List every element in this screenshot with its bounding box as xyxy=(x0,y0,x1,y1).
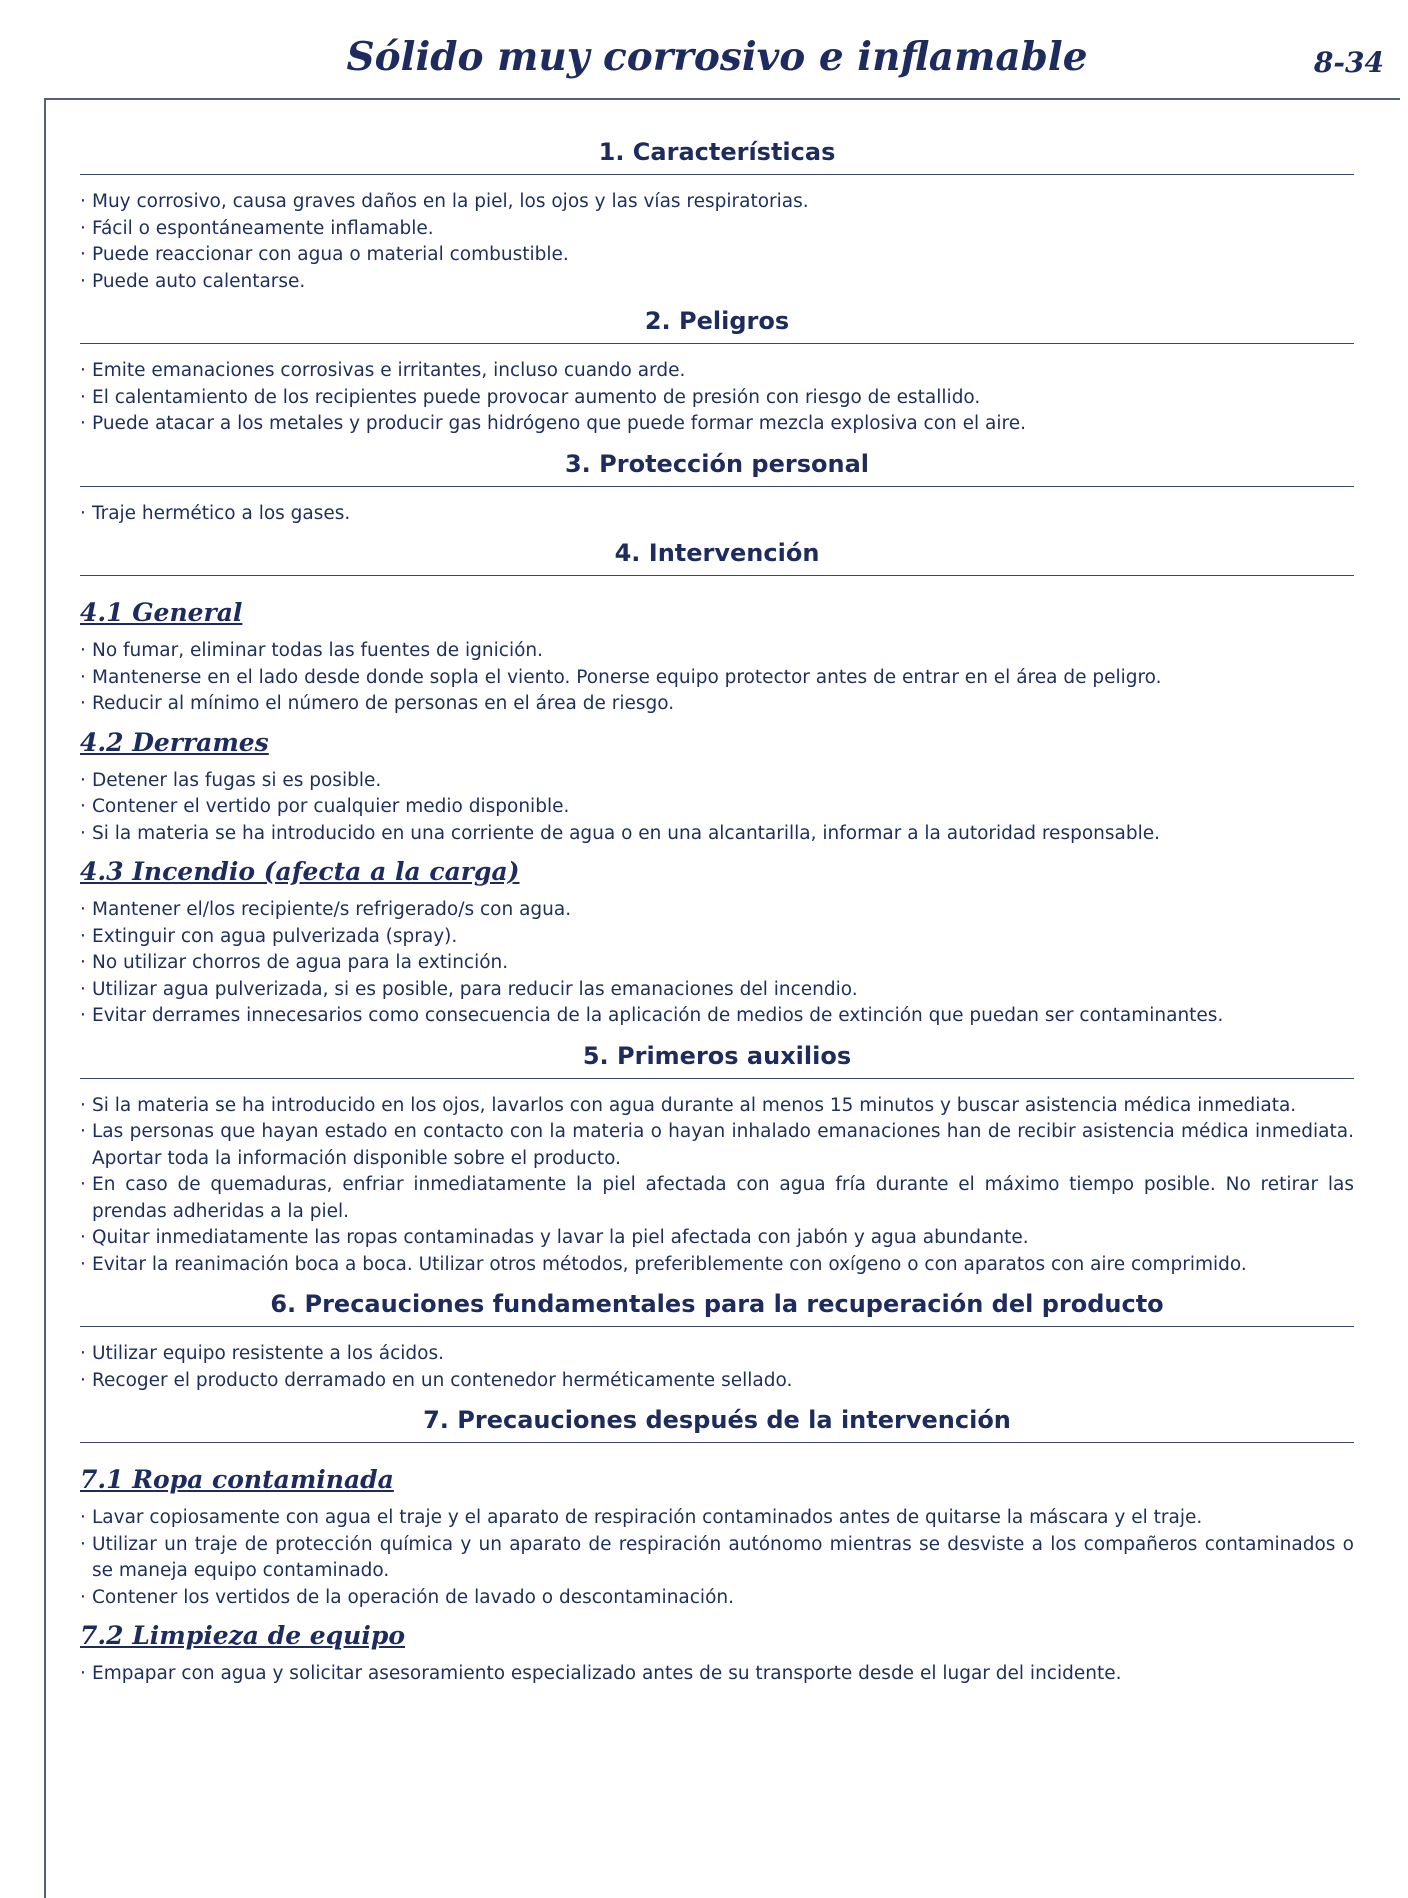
section-intervention xyxy=(80,539,1354,1030)
subsection-general xyxy=(80,598,1354,718)
subsection-equipment-cleaning xyxy=(80,1621,1354,1688)
document-body xyxy=(80,130,1354,1688)
section-heading: 4. Intervención xyxy=(80,539,1354,576)
page-title: Sólido muy corrosivo e inflamable xyxy=(346,34,1088,80)
bullet-list xyxy=(80,1341,1354,1394)
list-item: · Mantener el/los recipiente/s refrigerado/s con agua. xyxy=(80,897,1354,924)
page-number: 8-34 xyxy=(1313,46,1384,79)
bullet-list xyxy=(80,1661,1354,1688)
list-item: · Las personas que hayan estado en contacto con la materia o hayan inhalado emanaciones han de recibir asistencia médica inmediata. Aportar toda la información disponible sobre el producto. xyxy=(80,1119,1354,1172)
section-characteristics xyxy=(80,138,1354,295)
list-item: · Lavar copiosamente con agua el traje y el aparato de respiración contaminados antes de quitarse la máscara y el traje. xyxy=(80,1505,1354,1532)
list-item: · Contener el vertido por cualquier medio disponible. xyxy=(80,794,1354,821)
section-product-recovery xyxy=(80,1290,1354,1394)
bullet-list xyxy=(80,1093,1354,1279)
section-personal-protection xyxy=(80,450,1354,528)
subsection-heading: 7.1 Ropa contaminada xyxy=(80,1465,394,1494)
bullet-list xyxy=(80,897,1354,1030)
list-item: · Si la materia se ha introducido en una corriente de agua o en una alcantarilla, informar a la autoridad responsable. xyxy=(80,821,1354,848)
list-item: · En caso de quemaduras, enfriar inmediatamente la piel afectada con agua fría durante el máximo tiempo posible. No retirar las prendas adheridas a la piel. xyxy=(80,1172,1354,1225)
list-item: · Contener los vertidos de la operación de lavado o descontaminación. xyxy=(80,1585,1354,1612)
list-item: · Puede auto calentarse. xyxy=(80,269,1354,296)
list-item: · Muy corrosivo, causa graves daños en la piel, los ojos y las vías respiratorias. xyxy=(80,189,1354,216)
section-heading: 6. Precauciones fundamentales para la recuperación del producto xyxy=(80,1290,1354,1327)
list-item: · Detener las fugas si es posible. xyxy=(80,768,1354,795)
list-item: · Utilizar equipo resistente a los ácidos. xyxy=(80,1341,1354,1368)
section-heading: 3. Protección personal xyxy=(80,450,1354,487)
list-item: · Fácil o espontáneamente inflamable. xyxy=(80,216,1354,243)
list-item: · Empapar con agua y solicitar asesoramiento especializado antes de su transporte desde el lugar del incidente. xyxy=(80,1661,1354,1688)
list-item: · Traje hermético a los gases. xyxy=(80,501,1354,528)
bullet-list xyxy=(80,768,1354,848)
subsection-heading: 7.2 Limpieza de equipo xyxy=(80,1621,406,1650)
section-heading: 1. Características xyxy=(80,138,1354,175)
section-dangers xyxy=(80,307,1354,438)
bullet-list xyxy=(80,638,1354,718)
subsection-heading: 4.1 General xyxy=(80,598,243,627)
bullet-list xyxy=(80,358,1354,438)
subsection-contaminated-clothing xyxy=(80,1465,1354,1611)
list-item: · Utilizar un traje de protección química y un aparato de respiración autónomo mientras se desviste a los compañeros contaminados o se maneja equipo contaminado. xyxy=(80,1532,1354,1585)
list-item: · Evitar la reanimación boca a boca. Utilizar otros métodos, preferiblemente con oxígeno o con aparatos con aire comprimido. xyxy=(80,1252,1354,1279)
list-item: · Quitar inmediatamente las ropas contaminadas y lavar la piel afectada con jabón y agua abundante. xyxy=(80,1225,1354,1252)
list-item: · Reducir al mínimo el número de personas en el área de riesgo. xyxy=(80,691,1354,718)
list-item: · Emite emanaciones corrosivas e irritantes, incluso cuando arde. xyxy=(80,358,1354,385)
list-item: · Si la materia se ha introducido en los ojos, lavarlos con agua durante al menos 15 minutos y buscar asistencia médica inmediata. xyxy=(80,1093,1354,1120)
subsection-heading: 4.2 Derrames xyxy=(80,727,269,757)
bullet-list xyxy=(80,1505,1354,1611)
list-item: · El calentamiento de los recipientes puede provocar aumento de presión con riesgo de estallido. xyxy=(80,385,1354,412)
list-item: · Recoger el producto derramado en un contenedor herméticamente sellado. xyxy=(80,1368,1354,1395)
subsection-fire xyxy=(80,857,1354,1030)
list-item: · Puede atacar a los metales y producir gas hidrógeno que puede formar mezcla explosiva con el aire. xyxy=(80,411,1354,438)
subsection-spills xyxy=(80,728,1354,848)
list-item: · No utilizar chorros de agua para la extinción. xyxy=(80,950,1354,977)
bullet-list xyxy=(80,189,1354,295)
list-item: · Extinguir con agua pulverizada (spray). xyxy=(80,924,1354,951)
list-item: · No fumar, eliminar todas las fuentes de ignición. xyxy=(80,638,1354,665)
section-heading: 5. Primeros auxilios xyxy=(80,1042,1354,1079)
list-item: · Utilizar agua pulverizada, si es posible, para reducir las emanaciones del incendio. xyxy=(80,977,1354,1004)
section-heading: 7. Precauciones después de la intervención xyxy=(80,1406,1354,1443)
bullet-list xyxy=(80,501,1354,528)
list-item: · Puede reaccionar con agua o material combustible. xyxy=(80,242,1354,269)
subsection-heading: 4.3 Incendio (afecta a la carga) xyxy=(80,857,520,886)
section-heading: 2. Peligros xyxy=(80,307,1354,344)
section-post-intervention xyxy=(80,1406,1354,1688)
list-item: · Evitar derrames innecesarios como consecuencia de la aplicación de medios de extinción que puedan ser contaminantes. xyxy=(80,1003,1354,1030)
section-first-aid xyxy=(80,1042,1354,1279)
list-item: · Mantenerse en el lado desde donde sopla el viento. Ponerse equipo protector antes de entrar en el área de peligro. xyxy=(80,665,1354,692)
